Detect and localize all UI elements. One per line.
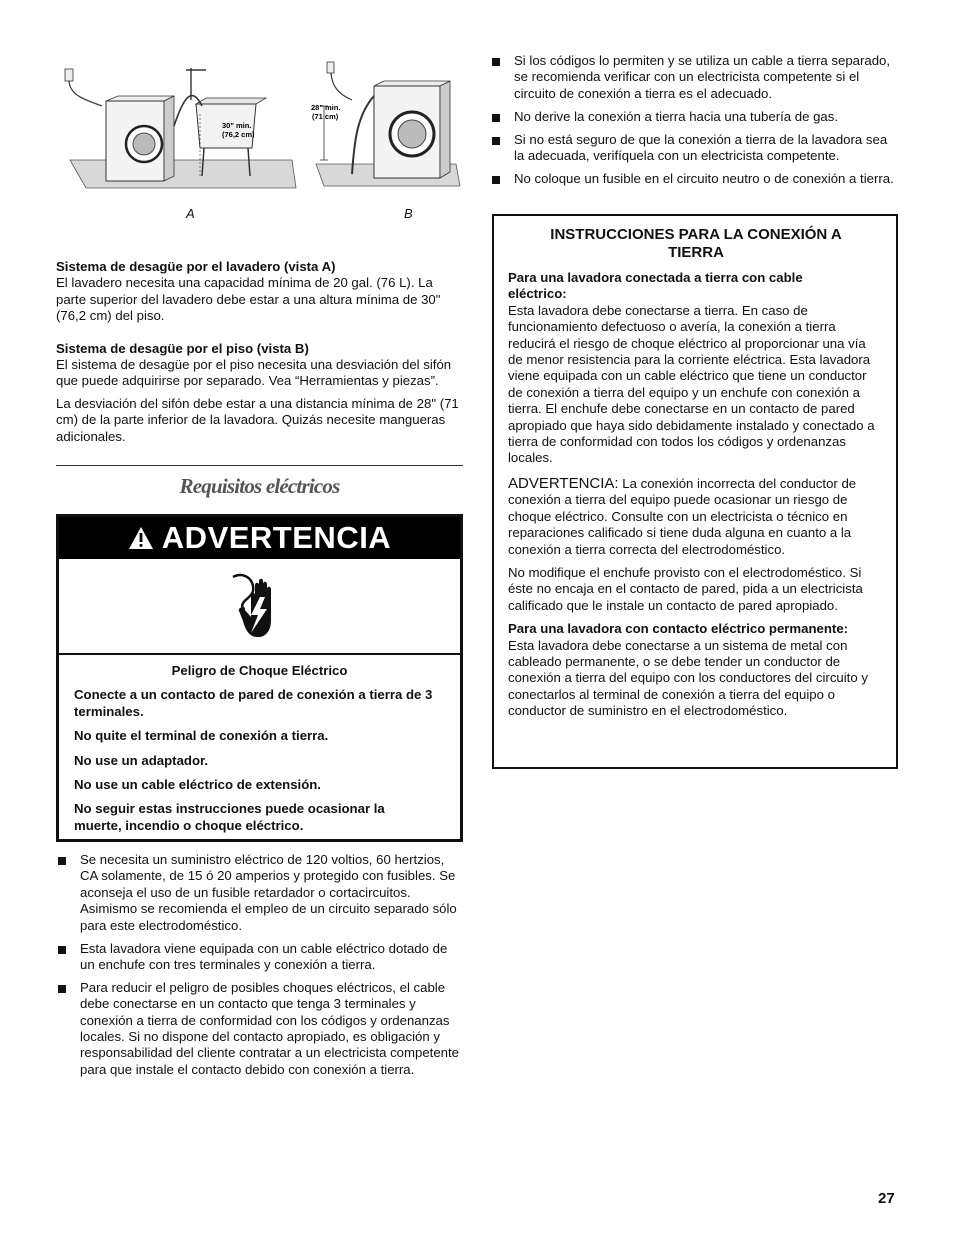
list-item-text: Para reducir el peligro de posibles choques eléctricos, el cable debe conectarse en un contacto que tenga 3 terminales y conexión a tierra de conformidad con los códigos y ordenanzas locales. Si no dispone del contacto apropiado, es obligación y responsabilidad del cliente contratar a un electricista competente para que instale el contacto debido con conexión a tierra. bbox=[80, 979, 459, 1077]
washer-a bbox=[106, 96, 174, 181]
drain-floor-text-2: La desviación del sifón debe estar a una distancia mínima de 28" (71 cm) de la parte inferior de la lavadora. Quizás necesite mangueras adicionales. bbox=[56, 395, 459, 444]
warning-line-4: No use un cable eléctrico de extensión. bbox=[74, 777, 321, 793]
list-item bbox=[56, 980, 460, 1078]
bullet-square-icon bbox=[58, 946, 66, 954]
list-item-text: No coloque un fusible en el circuito neutro o de conexión a tierra. bbox=[514, 170, 894, 186]
bullet-square-icon bbox=[492, 137, 500, 145]
list-item-text: Si no está seguro de que la conexión a tierra de la lavadora sea la adecuada, verifíquela con un electricista competente. bbox=[514, 131, 888, 164]
warning-line-5: No seguir estas instrucciones puede ocasionar la muerte, incendio o choque eléctrico. bbox=[74, 801, 385, 833]
list-item bbox=[490, 53, 898, 102]
warning-header bbox=[59, 517, 460, 559]
warning-line-hazard: Peligro de Choque Eléctrico bbox=[171, 663, 348, 678]
permanent-text: Esta lavadora debe conectarse a un sistema de metal con cableado permanente, o se debe tender un conductor de conexión a tierra del equipo con los conductores del circuito y conectarlos al terminal de conexión a tierra del equipo o conductor de suministro en el electrodoméstico. bbox=[508, 637, 868, 719]
dim-a-line2: (76,2 cm) bbox=[222, 130, 255, 139]
dim-b-line2: (71 cm) bbox=[312, 112, 339, 121]
electric-shock-hand-icon bbox=[229, 569, 293, 645]
wall-outlet-b bbox=[327, 62, 352, 100]
list-item-text: Esta lavadora viene equipada con un cable eléctrico dotado de un enchufe con tres terminales y conexión a tierra. bbox=[80, 940, 448, 972]
list-item-text: Si los códigos lo permiten y se utiliza un cable a tierra separado, se recomienda verificar con un electricista competente si el circuito de conexión a tierra es el adecuado. bbox=[514, 53, 891, 101]
dim-b-line1: 28" min. bbox=[311, 103, 341, 112]
section-divider bbox=[56, 465, 463, 466]
bullet-square-icon bbox=[492, 176, 500, 184]
corded-text: Esta lavadora debe conectarse a tierra. En caso de funcionamiento defectuoso o avería, la conexión a tierra reducirá el riesgo de choque eléctrico al proporcionar una vía de menor resistencia para la corriente eléctrica. Esta lavadora viene equipada con un cable eléctrico que tiene un conductor de conexión a tierra del equipo y un enchufe con conexión a tierra. El enchufe debe conectarse en un contacto de pared apropiado que haya sido debidamente instalado y conectado a tierra de conformidad con todos los códigos y ordenanzas locales. bbox=[508, 302, 875, 466]
drain-floor-text-1: El sistema de desagüe por el piso necesita una desviación del sifón que puede adquirirse por separado. Vea “Herramientas y piezas”. bbox=[56, 357, 452, 389]
warning-line-1: Conecte a un contacto de pared de conexión a tierra de 3 terminales. bbox=[74, 687, 433, 719]
dim-a-line1: 30" min. bbox=[222, 121, 252, 130]
figure-label-a: A bbox=[186, 206, 195, 221]
warning-icon-area bbox=[59, 559, 460, 655]
warning-line-2: No quite el terminal de conexión a tierra. bbox=[74, 728, 329, 744]
grounding-instructions-box bbox=[492, 214, 898, 769]
bullet-square-icon bbox=[492, 114, 500, 122]
figure-label-b: B bbox=[404, 206, 413, 221]
drain-floor-heading: Sistema de desagüe por el piso (vista B) bbox=[56, 340, 309, 356]
section-title: Requisitos eléctricos bbox=[179, 474, 340, 498]
list-item-text: No derive la conexión a tierra hacia una tubería de gas. bbox=[514, 108, 839, 124]
left-column bbox=[56, 259, 463, 445]
bullet-square-icon bbox=[58, 857, 66, 865]
corded-heading: Para una lavadora conectada a tierra con cable eléctrico: bbox=[508, 270, 803, 302]
grounding-warning bbox=[508, 476, 884, 558]
warning-box bbox=[56, 514, 463, 842]
plug-text: No modifique el enchufe provisto con el electrodoméstico. Si éste no encaja en el contacto de pared, pida a un electricista calificado que le instale un contacto de pared apropiado. bbox=[508, 564, 863, 613]
grounding-warning-word: ADVERTENCIA: bbox=[508, 474, 619, 492]
warning-title: ADVERTENCIA bbox=[161, 519, 392, 555]
grounding-title: INSTRUCCIONES PARA LA CONEXIÓN A TIERRA bbox=[550, 226, 842, 261]
bullet-square-icon bbox=[492, 58, 500, 66]
right-bullet-list bbox=[490, 53, 898, 194]
list-item bbox=[490, 109, 898, 125]
bullet-square-icon bbox=[58, 985, 66, 993]
grounding-content bbox=[508, 226, 884, 720]
grounding-warning-text: La conexión incorrecta del conductor de conexión a tierra del equipo puede ocasionar un riesgo de choque eléctrico. Consulte con un electricista o técnico en reparaciones calificado si tiene duda alguna en cuanto a la conexión a tierra correcta del electrodoméstico. bbox=[508, 475, 857, 557]
drain-system-illustration bbox=[56, 56, 466, 206]
drain-tub-text: El lavadero necesita una capacidad mínima de 20 gal. (76 L). La parte superior del lavadero debe estar a una altura mínima de 30" (76,2 cm) del piso. bbox=[56, 275, 441, 324]
page-number: 27 bbox=[878, 1190, 895, 1207]
warning-body bbox=[74, 663, 448, 842]
list-item bbox=[490, 132, 898, 165]
list-item bbox=[490, 171, 898, 187]
warning-triangle-icon bbox=[128, 526, 154, 550]
warning-line-3: No use un adaptador. bbox=[74, 752, 209, 768]
wall-outlet-a bbox=[65, 69, 102, 106]
permanent-heading: Para una lavadora con contacto eléctrico permanente: bbox=[508, 621, 849, 637]
list-item bbox=[56, 852, 460, 934]
washer-b bbox=[374, 81, 450, 178]
floor-a bbox=[70, 160, 296, 188]
list-item-text: Se necesita un suministro eléctrico de 120 voltios, 60 hertzios, CA solamente, de 15 ó 20 amperios y protegido con fusibles. Se aconseja el uso de un fusible retardador o cortacircuitos. Asimismo se recomienda el empleo de un circuito separado sólo para este electrodoméstico. bbox=[80, 852, 457, 933]
list-item bbox=[56, 941, 460, 974]
drain-tub-heading: Sistema de desagüe por el lavadero (vista A) bbox=[56, 259, 336, 274]
left-bullet-list bbox=[56, 852, 460, 1085]
